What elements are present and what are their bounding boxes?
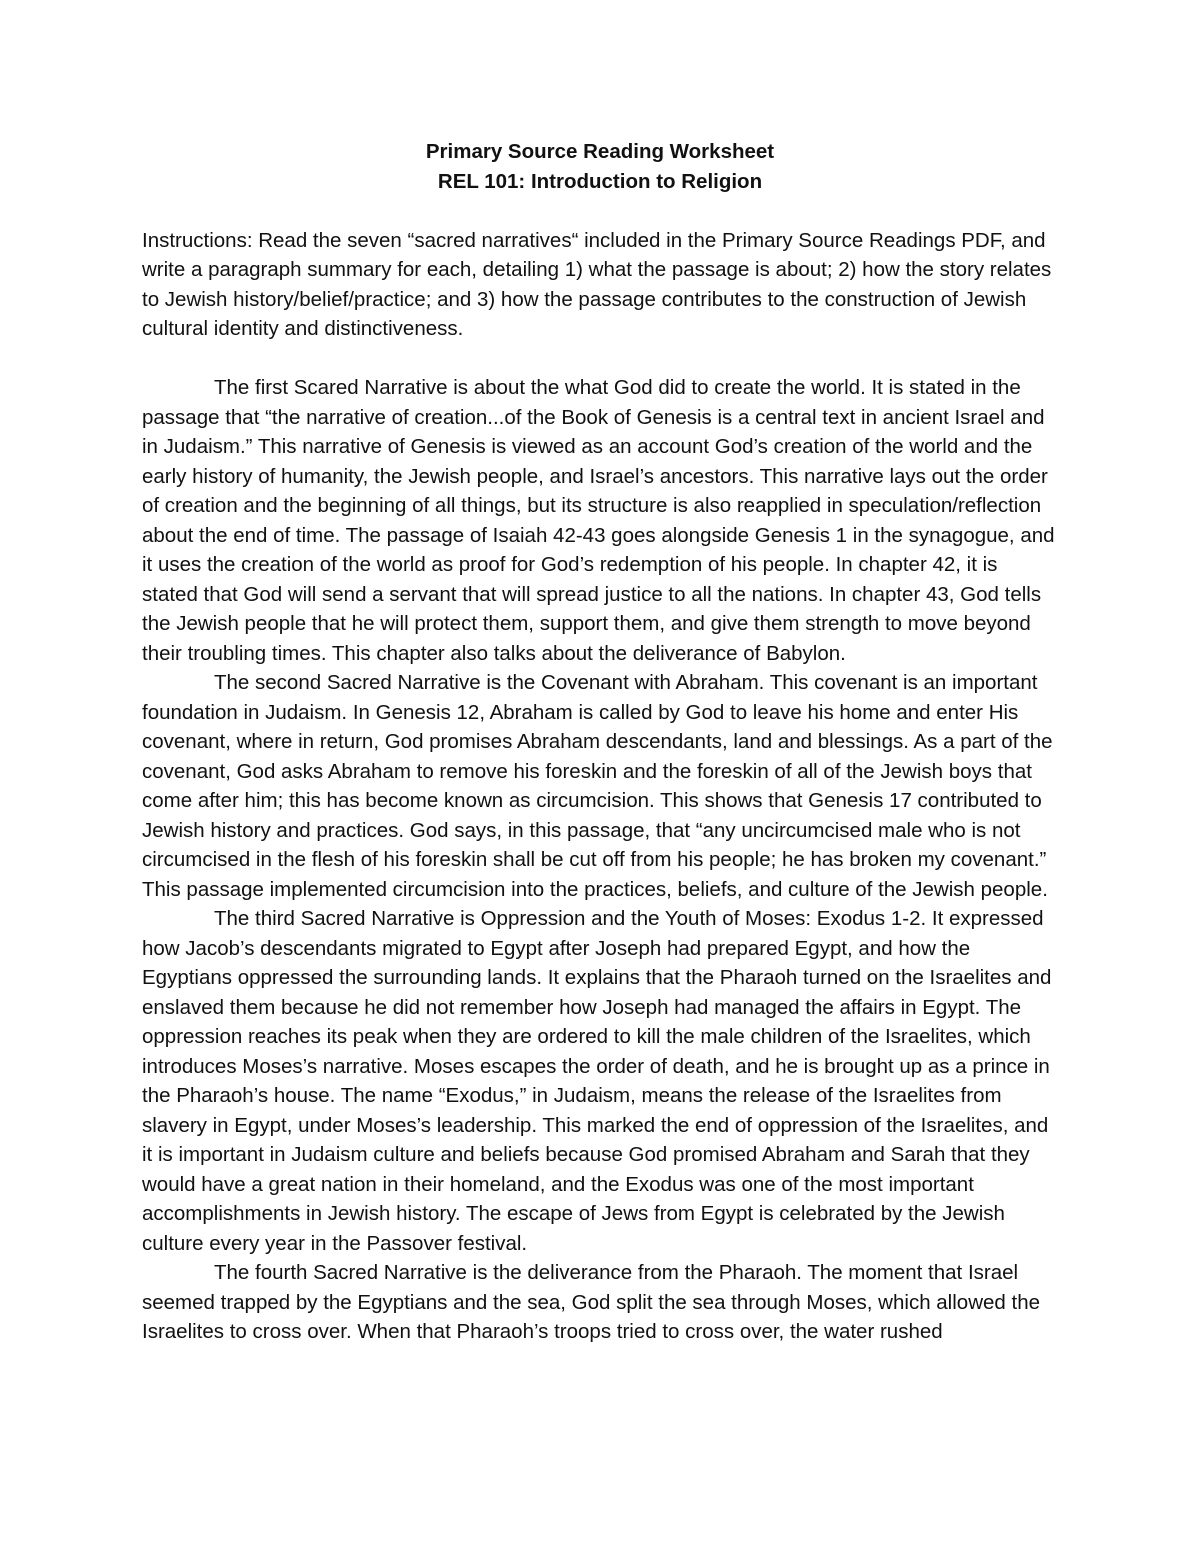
document-body xyxy=(142,137,1058,1347)
paragraph-second-narrative: The second Sacred Narrative is the Covenant with Abraham. This covenant is an important foundation in Judaism. In Genesis 12, Abraham is called by God to leave his home and enter His covenant, where in return, God promises Abraham descendants, land and blessings. As a part of the covenant, God asks Abraham to remove his foreskin and the foreskin of all of the Jewish boys that come after him; this has become known as circumcision. This shows that Genesis 17 contributed to Jewish history and practices. God says, in this passage, that “any uncircumcised male who is not circumcised in the flesh of his foreskin shall be cut off from his people; he has broken my covenant.” This passage implemented circumcision into the practices, beliefs, and culture of the Jewish people. xyxy=(142,671,1053,901)
course-subtitle: REL 101: Introduction to Religion xyxy=(437,169,763,193)
paragraph-first-narrative: The first Scared Narrative is about the what God did to create the world. It is stated in the passage that “the narrative of creation...of the Book of Genesis is a central text in ancient Israel and in Judaism.” This narrative of Genesis is viewed as an account God’s creation of the world and the early history of humanity, the Jewish people, and Israel’s ancestors. This narrative lays out the order of creation and the beginning of all things, but its structure is also reapplied in speculation/reflection about the end of time. The passage of Isaiah 42-43 goes alongside Genesis 1 in the synagogue, and it uses the creation of the world as proof for God’s redemption of his people. In chapter 42, it is stated that God will send a servant that will spread justice to all the nations. In chapter 43, God tells the Jewish people that he will protect them, support them, and give them strength to move beyond their troubling times. This chapter also talks about the deliverance of Babylon. xyxy=(142,376,1055,665)
document-title: Primary Source Reading Worksheet xyxy=(425,140,775,163)
paragraph-third-narrative: The third Sacred Narrative is Oppression and the Youth of Moses: Exodus 1-2. It expressed how Jacob’s descendants migrated to Egypt after Joseph had prepared Egypt, and how the Egyptians oppressed the surrounding lands. It explains that the Pharaoh turned on the Israelites and enslaved them because he did not remember how Joseph had managed the affairs in Egypt. The oppression reaches its peak when they are ordered to kill the male children of the Israelites, which introduces Moses’s narrative. Moses escapes the order of death, and he is brought up as a prince in the Pharaoh’s house. The name “Exodus,” in Judaism, means the release of the Israelites from slavery in Egypt, under Moses’s leadership. This marked the end of oppression of the Israelites, and it is important in Judaism culture and beliefs because God promised Abraham and Sarah that they would have a great nation in their homeland, and the Exodus was one of the most important accomplishments in Jewish history. The escape of Jews from Egypt is celebrated by the Jewish culture every year in the Passover festival. xyxy=(142,907,1052,1255)
paragraph-fourth-narrative: The fourth Sacred Narrative is the deliverance from the Pharaoh. The moment that Israel seemed trapped by the Egyptians and the sea, God split the sea through Moses, which allowed the Israelites to cross over. When that Pharaoh’s troops tried to cross over, the water rushed xyxy=(142,1261,1040,1343)
instructions-paragraph: Instructions: Read the seven “sacred narratives“ included in the Primary Source Readings PDF, and write a paragraph summary for each, detailing 1) what the passage is about; 2) how the story relates to Jewish history/belief/practice; and 3) how the passage contributes to the construction of Jewish cultural identity and distinctiveness. xyxy=(142,228,1052,340)
